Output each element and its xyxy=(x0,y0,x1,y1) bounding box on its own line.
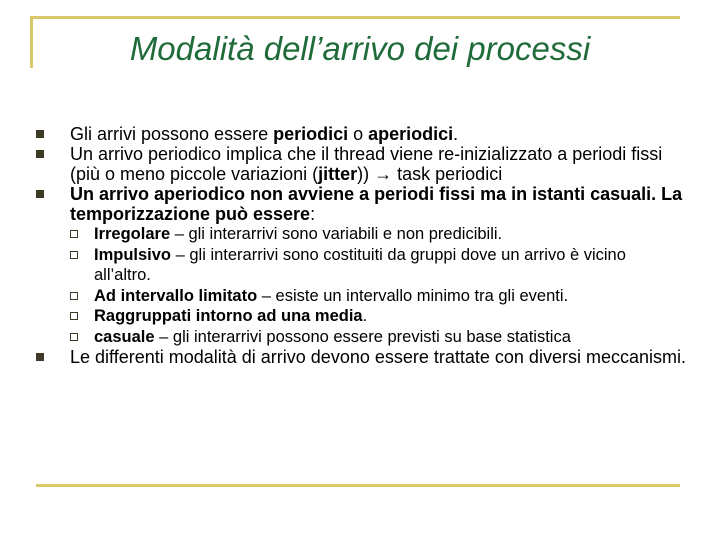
sub-bullet-item xyxy=(36,224,686,245)
bullet-text: Un arrivo periodico implica che il thread viene re-inizializzato a periodi fissi (più o meno piccole variazioni ( xyxy=(70,144,663,184)
square-bullet-icon xyxy=(36,353,44,361)
frame-top-line xyxy=(30,16,680,19)
sub-bullet-text: . xyxy=(362,307,368,325)
hollow-square-bullet-icon xyxy=(70,312,78,320)
bullet-item xyxy=(36,347,686,367)
bullet-text: task periodici xyxy=(392,164,503,184)
sub-bullet-item xyxy=(36,306,686,327)
bullet-text: Le differenti modalità di arrivo devono essere trattate con diversi meccanismi. xyxy=(70,347,686,367)
sub-bullet-item xyxy=(36,245,686,286)
hollow-square-bullet-icon xyxy=(70,333,78,341)
bullet-item xyxy=(36,124,686,144)
sub-bullet-text: – gli interarrivi possono essere previsti su base statistica xyxy=(154,327,571,346)
sub-bullet-bold-text: Raggruppati intorno ad una media xyxy=(94,307,363,325)
sub-bullet-text: – esiste un intervallo minimo tra gli eventi. xyxy=(257,286,569,305)
bullet-bold-text: aperiodici xyxy=(368,124,454,144)
sub-bullet-bold-text: Irregolare xyxy=(94,225,171,243)
bullet-item xyxy=(36,184,686,224)
sub-bullet-item xyxy=(36,327,686,348)
square-bullet-icon xyxy=(36,190,44,198)
hollow-square-bullet-icon xyxy=(70,251,78,259)
square-bullet-icon xyxy=(36,150,44,158)
bullet-item xyxy=(36,144,686,184)
bullet-text: )) xyxy=(357,164,375,184)
sub-bullet-text: – gli interarrivi sono costituiti da gruppi dove un arrivo è vicino all’altro. xyxy=(94,245,626,284)
bullet-text: : xyxy=(310,204,316,224)
bullet-bold-text: periodici xyxy=(273,124,349,144)
bullet-text: Gli arrivi possono essere xyxy=(70,124,274,144)
hollow-square-bullet-icon xyxy=(70,292,78,300)
bullet-text: . xyxy=(453,124,459,144)
right-arrow-icon: → xyxy=(374,164,393,184)
sub-bullet-text: – gli interarrivi sono variabili e non predicibili. xyxy=(170,225,503,243)
frame-bottom-line xyxy=(36,484,680,487)
square-bullet-icon xyxy=(36,130,44,138)
bullet-bold-text: jitter xyxy=(318,164,358,184)
sub-bullet-item xyxy=(36,286,686,307)
hollow-square-bullet-icon xyxy=(70,230,78,238)
sub-bullet-bold-text: Ad intervallo limitato xyxy=(94,286,258,305)
sub-bullet-bold-text: Impulsivo xyxy=(94,245,172,264)
sub-bullet-bold-text: casuale xyxy=(94,327,155,346)
slide-content xyxy=(36,124,686,367)
slide-title: Modalità dell’arrivo dei processi xyxy=(129,30,591,67)
bullet-bold-text: Un arrivo aperiodico non avviene a periodi fissi ma in istanti casuali. La temporizzazione può essere xyxy=(70,184,683,224)
bullet-text: o xyxy=(348,124,369,144)
